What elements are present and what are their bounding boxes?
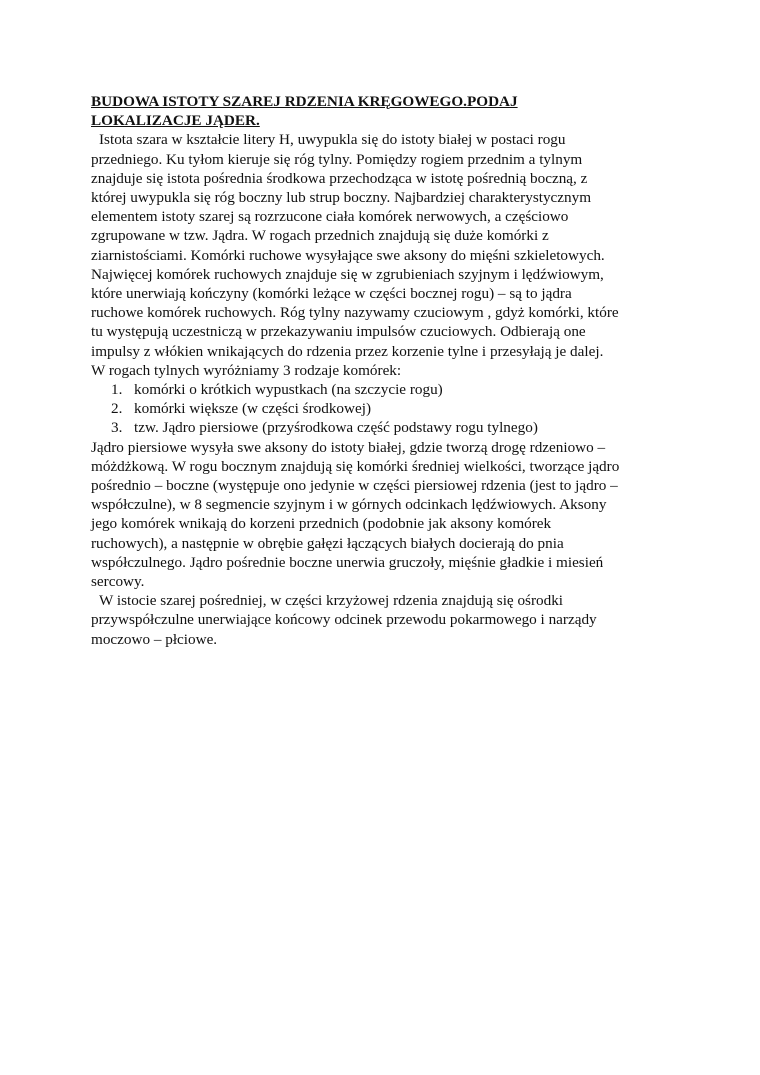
text-line: której uwypukla się róg boczny lub strup boczny. Najbardziej charakterystycznym [91,189,592,207]
text-line: współczulne), w 8 segmencie szyjnym i w górnych odcinkach lędźwiowych. Aksony [91,496,607,514]
document-title [91,92,679,130]
text-line: tu występują uczestniczą w przekazywaniu impulsów czuciowych. Odbierają one [91,323,586,341]
list-item-number: 2. [111,400,123,418]
text-line: elementem istoty szarej są rozrzucone ciała komórek nerwowych, a częściowo [91,208,569,226]
text-line: impulsy z włókien wnikających do rdzenia przez korzenie tylne i przesyłają je dalej. [91,342,604,360]
text-line: współczulnego. Jądro pośrednie boczne unerwia gruczoły, mięśnie gładkie i miesień [91,553,604,571]
document-page [91,92,679,649]
text-line: przywspółczulne unerwiające końcowy odcinek przewodu pokarmowego i narządy [91,611,597,629]
text-line: pośrednio – boczne (występuje ono jedynie w części piersiowej rdzenia (jest to jądro – [91,477,618,495]
list-item [91,380,679,399]
text-line: sercowy. [91,573,145,591]
text-line: ziarnistościami. Komórki ruchowe wysyłające swe aksony do mięśni szkieletowych. [91,246,605,264]
text-line: ruchowe komórek ruchowych. Róg tylny nazywamy czuciowym , gdyż komórki, które [91,304,619,322]
paragraph-intro [91,130,679,380]
text-line: ruchowych), a następnie w obrębie gałęzi łączących białych docierają do pnia [91,534,564,552]
cell-types-list [91,380,679,438]
paragraph-parasympathetic [91,591,679,649]
text-line: W rogach tylnych wyróżniamy 3 rodzaje komórek: [91,361,402,379]
title-line: LOKALIZACJE JĄDER. [91,112,260,130]
text-line: przedniego. Ku tyłom kieruje się róg tylny. Pomiędzy rogiem przednim a tylnym [91,150,583,168]
text-line: Jądro piersiowe wysyła swe aksony do istoty białej, gdzie tworzą drogę rdzeniowo – [91,438,606,456]
text-line: zgrupowane w tzw. Jądra. W rogach przednich znajdują się duże komórki z [91,227,549,245]
text-line: Najwięcej komórek ruchowych znajduje się w zgrubieniach szyjnym i lędźwiowym, [91,265,604,283]
text-line: jego komórek wnikają do korzeni przednich (podobnie jak aksony komórek [91,515,552,533]
list-item-number: 1. [111,381,123,399]
text-line: Istota szara w kształcie litery H, uwypukla się do istoty białej w postaci rogu [99,131,566,149]
text-line: które unerwiają kończyny (komórki leżące w części bocznej rogu) – są to jądra [91,285,572,303]
paragraph-nucleus [91,438,679,592]
text-line: móżdżkową. W rogu bocznym znajdują się komórki średniej wielkości, tworzące jądro [91,457,620,475]
list-item-number: 3. [111,419,123,437]
text-line: W istocie szarej pośredniej, w części krzyżowej rdzenia znajdują się ośrodki [99,592,564,610]
list-item [91,418,679,437]
title-line: BUDOWA ISTOTY SZAREJ RDZENIA KRĘGOWEGO.PODAJ [91,93,518,110]
list-item-text: komórki o krótkich wypustkach (na szczycie rogu) [134,381,443,399]
list-item-text: komórki większe (w części środkowej) [134,400,372,418]
list-item-text: tzw. Jądro piersiowe (przyśrodkowa część podstawy rogu tylnego) [134,419,538,437]
text-line: znajduje się istota pośrednia środkowa przechodząca w istotę pośrednią boczną, z [91,169,588,187]
list-item [91,399,679,418]
text-line: moczowo – płciowe. [91,630,218,648]
